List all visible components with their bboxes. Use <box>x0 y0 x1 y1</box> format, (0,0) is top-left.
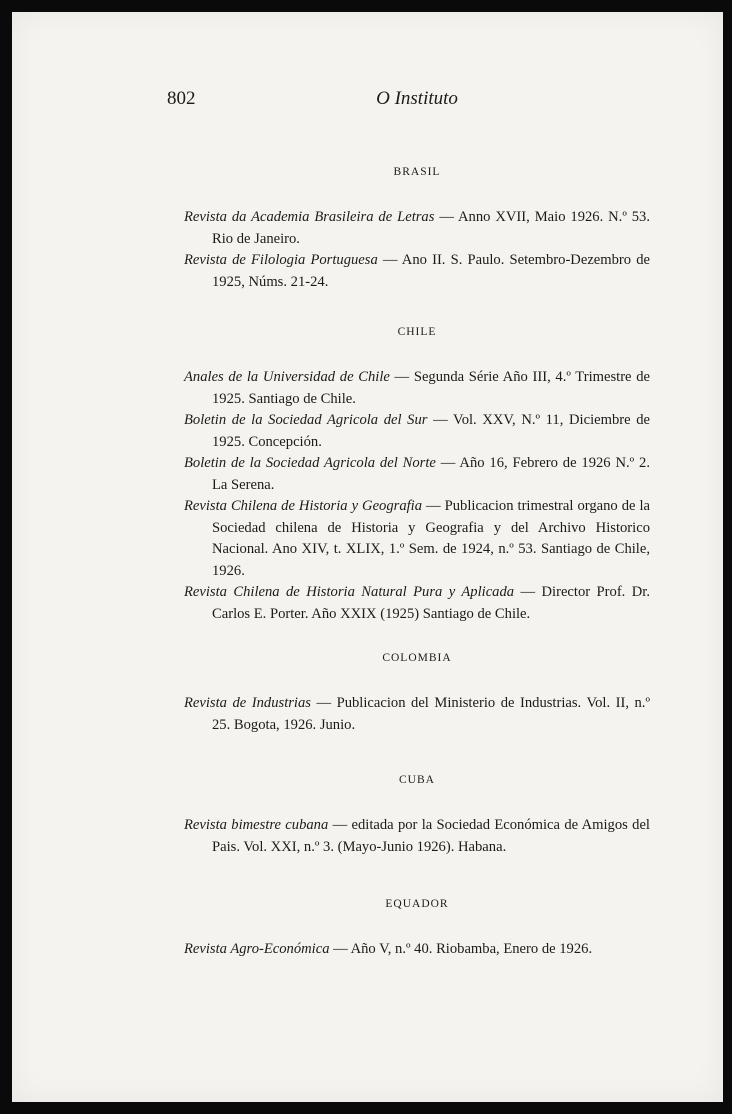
spacer <box>184 858 650 896</box>
entry <box>184 582 650 625</box>
entry-details: — Vol. XXV, N.º 11, Diciembre de 1925. Concepción. <box>212 412 650 450</box>
section-title-colombia: COLOMBIA <box>382 652 452 664</box>
entry <box>184 367 650 410</box>
entry <box>184 410 650 453</box>
entry-title: Revista Agro-Económica <box>184 941 330 957</box>
entry <box>184 496 650 582</box>
section-title-chile: CHILE <box>397 326 437 338</box>
entry-details: — Publicacion trimestral organo de la Sociedad chilena de Historia y Geografia y del Archivo Historico Nacional. Ano XIV, t. XLIX, 1.º Sem. de 1924, n.º 53. Santiago de Chile, 1926. <box>212 498 650 579</box>
entry-details: — Año 16, Febrero de 1926 N.º 2. La Serena. <box>212 455 650 493</box>
page-number: 802 <box>167 88 196 109</box>
entry-details: — Anno XVII, Maio 1926. N.º 53. Rio de Janeiro. <box>212 209 650 247</box>
entry-title: Revista da Academia Brasileira de Letras <box>184 209 435 225</box>
spacer <box>184 736 650 772</box>
content <box>184 164 650 961</box>
page-header <box>167 88 647 110</box>
spacer <box>184 625 650 650</box>
entry-details: — editada por la Sociedad Económica de Amigos del Pais. Vol. XXI, n.º 3. (Mayo-Junio 1926). Habana. <box>212 817 650 855</box>
running-title: O Instituto <box>376 88 458 109</box>
entry <box>184 453 650 496</box>
entry <box>184 207 650 250</box>
entry-title: Revista de Industrias <box>184 695 311 711</box>
section-title-equador: EQUADOR <box>385 898 449 910</box>
entry-title: Anales de la Universidad de Chile <box>184 369 390 385</box>
entry-title: Boletin de la Sociedad Agricola del Norte <box>184 455 436 471</box>
spacer <box>184 293 650 324</box>
entry <box>184 815 650 858</box>
section-title-brasil: BRASIL <box>393 166 441 178</box>
page <box>12 12 723 1102</box>
entry-details: — Director Prof. Dr. Carlos E. Porter. Año XXIX (1925) Santiago de Chile. <box>212 584 650 622</box>
entry <box>184 939 650 961</box>
entry-title: Revista de Filologia Portuguesa <box>184 252 378 268</box>
entry-title: Revista Chilena de Historia y Geografia <box>184 498 423 514</box>
entry-title: Revista bimestre cubana <box>184 817 329 833</box>
section-title-cuba: CUBA <box>399 774 435 786</box>
entry-title: Revista Chilena de Historia Natural Pura y Aplicada <box>184 584 515 600</box>
entry-details: — Ano II. S. Paulo. Setembro-Dezembro de 1925, Núms. 21-24. <box>212 252 650 290</box>
entry-title: Boletin de la Sociedad Agricola del Sur <box>184 412 428 428</box>
entry-details: — Segunda Série Año III, 4.º Trimestre de 1925. Santiago de Chile. <box>212 369 650 407</box>
entry-details: — Publicacion del Ministerio de Industrias. Vol. II, n.º 25. Bogota, 1926. Junio. <box>212 695 650 733</box>
entry-details: — Año V, n.º 40. Riobamba, Enero de 1926. <box>329 941 593 957</box>
entry <box>184 693 650 736</box>
entry <box>184 250 650 293</box>
